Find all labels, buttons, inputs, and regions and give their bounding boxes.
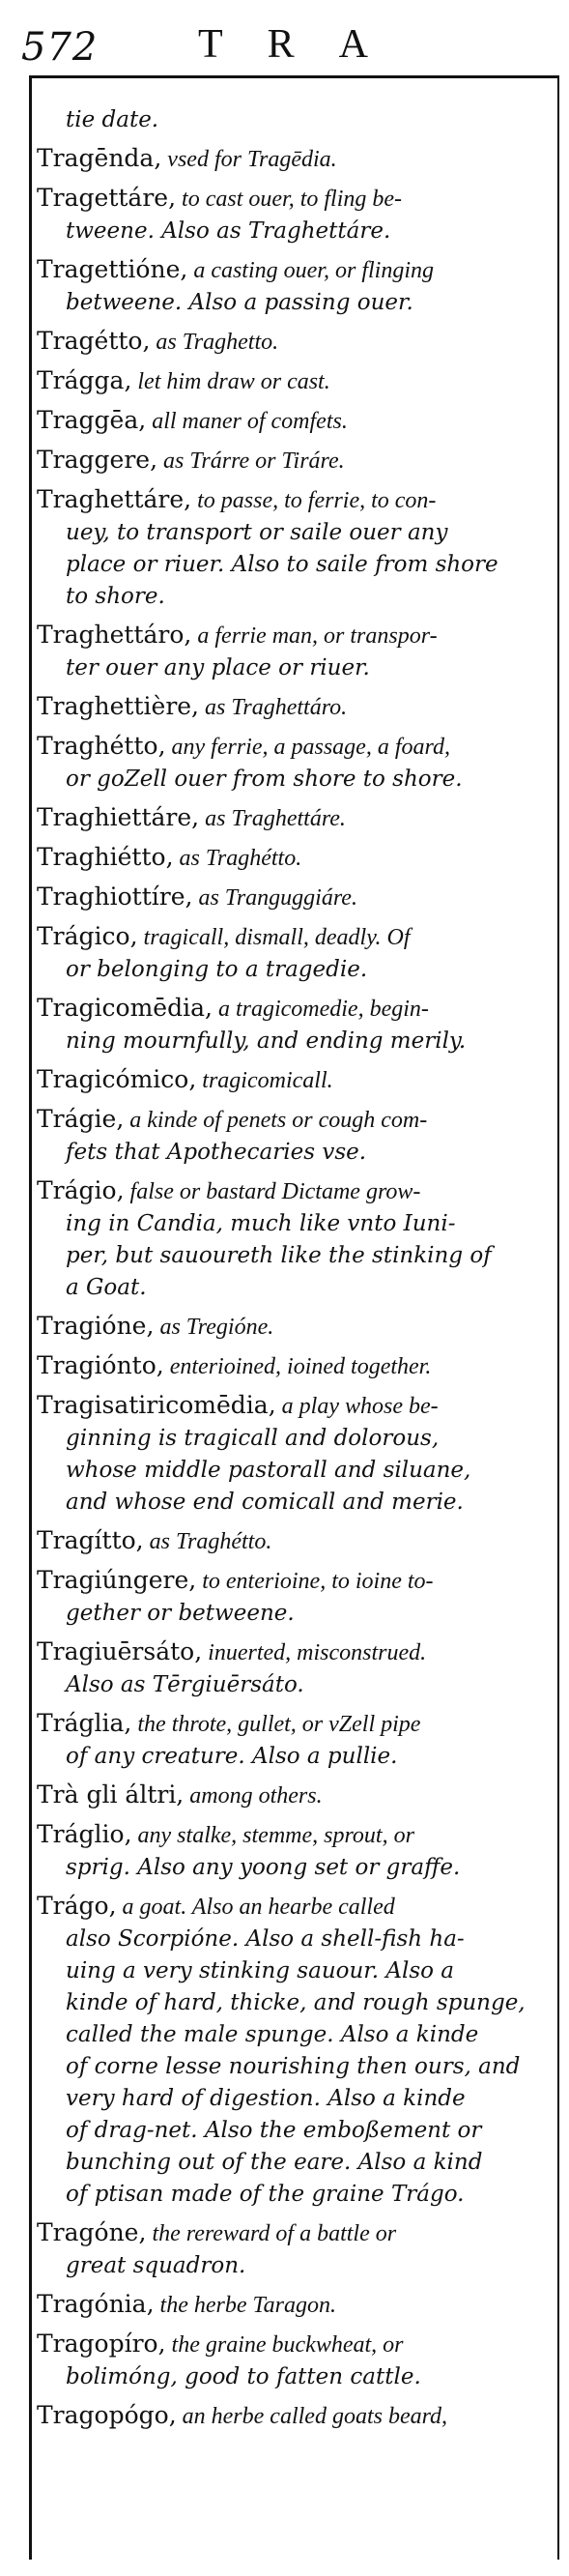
page-header	[0, 0, 569, 70]
entry-continuation-line: great squadron.	[66, 2253, 246, 2278]
entry-continuation-line: or goZell ouer from shore to shore.	[66, 767, 463, 792]
entry-first-line: Traggere, as Trárre or Tiráre.	[37, 446, 345, 474]
entry-continuation-line: tweene. Also as Traghettáre.	[66, 218, 391, 244]
entry-first-line: Traghettáre, to passe, to ferrie, to con-	[37, 485, 437, 513]
dictionary-entry	[37, 992, 553, 1057]
entry-continuation-line: of drag-net. Also the emboßement or	[66, 2118, 482, 2143]
entry-first-line: Trágga, let him draw or cast.	[37, 366, 330, 394]
entry-first-line: Tragicomēdia, a tragicomedie, begin-	[37, 994, 429, 1022]
dictionary-entry	[37, 444, 553, 478]
dictionary-entry	[37, 730, 553, 796]
dictionary-entry	[37, 619, 553, 684]
entry-first-line: Tragicómico, tragicomicall.	[37, 1065, 333, 1093]
entry-first-line: Traghiottíre, as Tranguggiáre.	[37, 883, 357, 911]
dictionary-entry	[37, 920, 553, 986]
dictionary-entry	[37, 1310, 553, 1344]
dictionary-entry	[37, 253, 553, 319]
entry-first-line: Tragettáre, to cast ouer, to fling be-	[37, 184, 403, 212]
dictionary-entry	[37, 1707, 553, 1773]
dictionary-entry	[37, 1890, 553, 2211]
entry-first-line: Trágio, false or bastard Dictame grow-	[37, 1176, 421, 1204]
entry-continuation-line: Also as Tērgiuērsáto.	[66, 1672, 304, 1697]
entry-continuation-line: ning mournfully, and ending merily.	[66, 1028, 467, 1054]
entry-continuation-line: of ptisan made of the graine Trágo.	[66, 2182, 465, 2207]
entry-continuation-line: ginning is tragicall and dolorous,	[66, 1426, 440, 1451]
entry-continuation-line: per, but sauoureth like the stinking of	[66, 1243, 492, 1268]
entry-continuation-line: bunching out of the eare. Also a kind	[66, 2150, 483, 2175]
entry-continuation-line: uey, to transport or saile ouer any	[66, 520, 448, 545]
dictionary-entry	[37, 841, 553, 875]
entry-continuation-line: ter ouer any place or riuer.	[66, 655, 370, 680]
entry-first-line: Traghettière, as Traghettáro.	[37, 692, 348, 720]
entry-continuation-line: or belonging to a tragedie.	[66, 957, 368, 982]
dictionary-entry	[37, 881, 553, 914]
dictionary-entry	[37, 1349, 553, 1383]
entry-first-line: Tráglia, the throte, gullet, or vZell pipe	[37, 1709, 421, 1737]
dictionary-entry	[37, 364, 553, 398]
dictionary-entry	[37, 1063, 553, 1097]
dictionary-column	[37, 104, 553, 2439]
dictionary-entry	[37, 142, 553, 176]
entry-first-line: Tragítto, as Traghétto.	[37, 1526, 272, 1554]
entry-first-line: Tragettióne, a casting ouer, or flinging	[37, 255, 434, 283]
entry-first-line: Tragónia, the herbe Taragon.	[37, 2290, 336, 2318]
dictionary-entry	[37, 690, 553, 724]
dictionary-entry	[37, 483, 553, 613]
entry-first-line: Tragopíro, the graine buckwheat, or	[37, 2330, 404, 2358]
entry-continuation-line: of corne lesse nourishing then ours, and	[66, 2054, 521, 2079]
entry-continuation-line: whose middle pastorall and siluane,	[66, 1458, 471, 1483]
entry-first-line: Traghiettáre, as Traghettáre.	[37, 803, 346, 831]
entry-continuation-line: kinde of hard, thicke, and rough spunge,	[66, 1990, 526, 2015]
entry-first-line: Tragisatiricomēdia, a play whose be-	[37, 1391, 439, 1419]
entry-first-line: Tragétto, as Traghetto.	[37, 327, 279, 355]
entry-continuation-line: betweene. Also a passing ouer.	[66, 290, 413, 315]
entry-continuation-line: gether or betweene.	[66, 1601, 295, 1626]
dictionary-entry	[37, 1779, 553, 1812]
dictionary-entry	[37, 1103, 553, 1169]
dictionary-entry	[37, 404, 553, 438]
dictionary-entry	[37, 1389, 553, 1519]
entry-first-line: Tragiuērsáto, inuerted, misconstrued.	[37, 1637, 427, 1665]
entry-continuation-line: sprig. Also any yoong set or graffe.	[66, 1855, 461, 1880]
entry-continuation-line: and whose end comicall and merie.	[66, 1490, 464, 1515]
dictionary-entry	[37, 1635, 553, 1701]
dictionary-entry	[37, 1524, 553, 1558]
running-head: TRA	[198, 22, 413, 67]
dictionary-entry	[37, 2399, 553, 2433]
entry-continuation-line: very hard of digestion. Also a kinde	[66, 2086, 466, 2111]
entry-first-line: Trágo, a goat. Also an hearbe called	[37, 1892, 395, 1920]
dictionary-entry	[37, 2216, 553, 2282]
entry-first-line: Tragopógo, an herbe called goats beard,	[37, 2401, 448, 2429]
dictionary-entry	[37, 1564, 553, 1630]
entry-continuation-line: uing a very stinking sauour. Also a	[66, 1958, 455, 1983]
dictionary-entry	[37, 1174, 553, 1304]
entry-continuation-line: called the male spunge. Also a kinde	[66, 2022, 479, 2047]
dictionary-entry	[37, 104, 553, 136]
entry-continuation-line: to shore.	[66, 584, 165, 609]
entry-continuation-line: ing in Candia, much like vnto Iuni-	[66, 1211, 456, 1236]
entry-continuation-line: a Goat.	[66, 1275, 147, 1300]
entry-first-line: Traghiétto, as Traghétto.	[37, 843, 302, 871]
entry-first-line: Traghettáro, a ferrie man, or transpor-	[37, 621, 438, 649]
entry-first-line: Trágico, tragicall, dismall, deadly. Of	[37, 922, 411, 950]
entry-first-line: Tragiónto, enterioined, ioined together.	[37, 1351, 432, 1379]
entry-first-line: Tragióne, as Tregióne.	[37, 1312, 274, 1340]
entry-continuation-line: also Scorpióne. Also a shell-fish ha-	[66, 1926, 465, 1952]
entry-first-line: Traghétto, any ferrie, a passage, a foard,	[37, 732, 450, 760]
dictionary-entry	[37, 182, 553, 247]
entry-first-line: Tráglio, any stalke, stemme, sprout, or	[37, 1820, 414, 1848]
entry-continuation-line: of any creature. Also a pullie.	[66, 1744, 398, 1769]
entry-first-line: Tragóne, the rereward of a battle or	[37, 2218, 397, 2246]
dictionary-entry	[37, 325, 553, 359]
dictionary-entry	[37, 2288, 553, 2322]
entry-first-line: Tragēnda, vsed for Tragēdia.	[37, 144, 337, 172]
dictionary-entry	[37, 2328, 553, 2393]
dictionary-entry	[37, 801, 553, 835]
dictionary-entry	[37, 1818, 553, 1884]
entry-continuation-line: place or riuer. Also to saile from shore	[66, 552, 498, 577]
entry-first-line: Traggēa, all maner of comfets.	[37, 406, 348, 434]
entry-continuation-line: fets that Apothecaries vse.	[66, 1140, 367, 1165]
entry-first-line: Trà gli áltri, among others.	[37, 1780, 323, 1809]
page-number: 572	[21, 25, 99, 70]
entry-first-line: Tragiúngere, to enterioine, to ioine to-	[37, 1566, 434, 1594]
entry-continuation-line: bolimóng, good to fatten cattle.	[66, 2364, 421, 2389]
entry-first-line: tie date.	[66, 107, 159, 132]
entry-first-line: Trágie, a kinde of penets or cough com-	[37, 1105, 428, 1133]
